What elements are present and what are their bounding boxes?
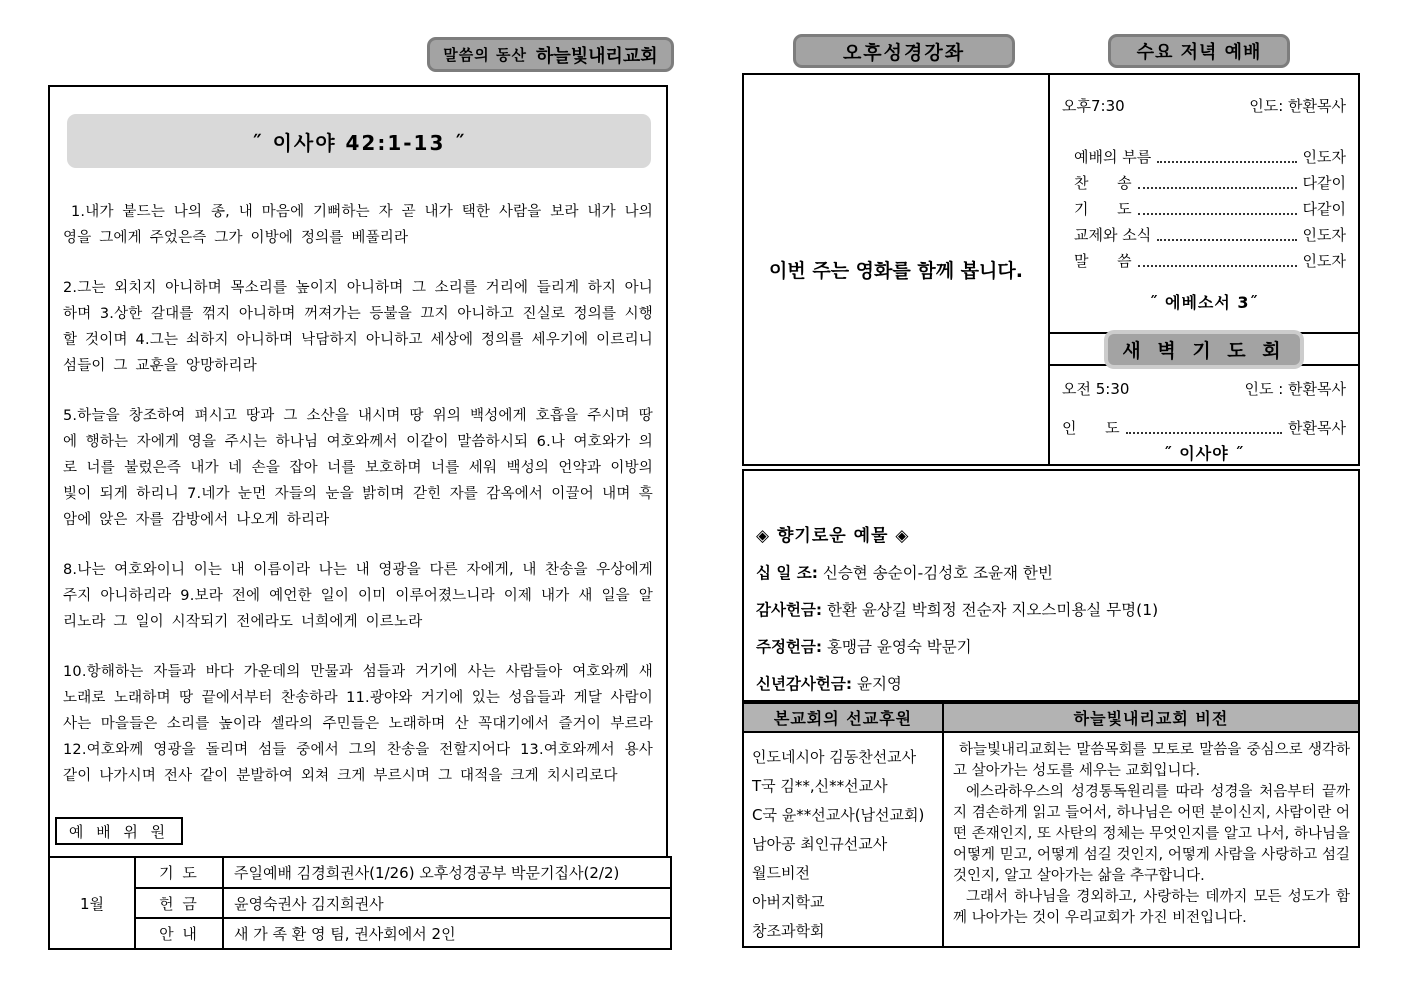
table-row [136, 889, 670, 920]
evening-time-row [1062, 95, 1346, 116]
worship-item-by: 인도자 [1302, 226, 1346, 244]
duty-value: 윤영숙권사 김지희권사 [234, 894, 384, 913]
duty-label: 안 내 [136, 919, 224, 948]
evening-leader: 인도: 한환목사 [1249, 97, 1346, 115]
table-row [136, 858, 670, 889]
worship-item-label: 찬 송 [1074, 174, 1132, 192]
duty-table [48, 856, 672, 950]
church-vision-text [944, 733, 1358, 946]
afternoon-bible-class-banner: 오후성경강좌 [793, 34, 1015, 68]
dotted-leader [1157, 161, 1296, 163]
offering-line [756, 561, 1346, 583]
list-item: T국 김**,신**선교사 [752, 777, 888, 795]
wednesday-evening-service-banner: 수요 저녁 예배 [1108, 34, 1290, 68]
list-item: C국 윤**선교사(남선교회) [752, 806, 925, 824]
vision-paragraph: 그래서 하나님을 경외하고, 사랑하는 데까지 모든 성도가 함께 나아가는 것이 우리교회가 가진 비전입니다. [953, 889, 1350, 926]
offering-value: 윤지영 [856, 675, 902, 693]
worship-item [1062, 167, 1346, 193]
worship-item [1062, 193, 1346, 219]
worship-item-by: 다같이 [1302, 174, 1346, 192]
worship-item-label: 말 씀 [1074, 252, 1132, 270]
list-item: 아버지학교 [752, 893, 825, 911]
dawn-prayer-title: 새 벽 기 도 회 [1108, 334, 1299, 365]
scripture-paragraph: 8.나는 여호와이니 이는 내 이름이라 나는 내 영광을 다른 자에게, 내 찬송을 우상에게 주지 아니하리라 9.보라 전에 예언한 일이 이미 이루어졌느니라 이제 내가 새 일을 알리노라 그 일이 시작되기 전에라도 너희에게 이르노라 [63, 562, 653, 630]
order-of-worship [1062, 141, 1346, 271]
offering-value: 신승현 송순이-김성호 조윤재 한빈 [822, 564, 1053, 582]
dawn-time: 오전 5:30 [1062, 380, 1130, 398]
worship-item-by: 다같이 [1302, 200, 1346, 218]
church-vision-header: 하늘빛내리교회 비전 [944, 704, 1358, 731]
worship-item [1062, 219, 1346, 245]
worship-item-label: 기 도 [1074, 200, 1132, 218]
offering-value: 한환 윤상길 박희정 전순자 지오스미용실 무명(1) [827, 601, 1159, 619]
evening-sermon-title: ˝ 에베소서 3˝ [1149, 293, 1259, 312]
mission-vision-body [744, 733, 1358, 946]
evening-service-order [1050, 75, 1358, 332]
scripture-text [63, 199, 653, 813]
list-item: 월드비전 [752, 864, 810, 882]
dawn-prayer-section [1050, 366, 1358, 464]
offering-line [756, 672, 1346, 694]
offering-label: 주정헌금: [756, 638, 823, 656]
table-row [136, 919, 670, 948]
dawn-lead-item [1062, 416, 1346, 438]
scripture-paragraph: 2.그는 외치지 아니하며 목소리를 높이지 아니하며 그 소리를 거리에 들리게 하지 아니하며 3.상한 갈대를 꺾지 아니하며 꺼져가는 등불을 끄지 아니하고 진실로 정의를 시행할 것이며 4.그는 쇠하지 아니하며 낙담하지 아니하고 세상에 정의를 세우기에 이르리니 섬들이 그 교훈을 앙망하리라 [63, 280, 653, 374]
mission-support-header: 본교회의 선교후원 [744, 704, 944, 731]
worship-committee-label: 예 배 위 원 [55, 817, 183, 845]
evening-time: 오후7:30 [1062, 97, 1125, 115]
service-table [742, 73, 1360, 466]
offering-label: 감사헌금: [756, 601, 823, 619]
offering-line [756, 598, 1346, 620]
duty-rows [136, 858, 670, 948]
movie-notice: 이번 주는 영화를 함께 봅니다. [744, 75, 1050, 464]
church-motto: 말씀의 동산 [443, 46, 527, 64]
worship-item-by: 인도자 [1302, 148, 1346, 166]
mission-vision-header-row [744, 704, 1358, 733]
dawn-time-row [1062, 378, 1346, 399]
scripture-page [48, 85, 668, 950]
vision-paragraph: 하늘빛내리교회는 말씀목회를 모토로 말씀을 중심으로 생각하고 살아가는 성도를 세우는 교회입니다. [953, 742, 1350, 779]
dotted-leader [1138, 187, 1297, 189]
worship-item [1062, 245, 1346, 271]
worship-item-label: 예배의 부름 [1074, 148, 1152, 166]
dotted-leader [1126, 432, 1282, 434]
dawn-lead-label: 인 도 [1062, 419, 1120, 437]
vision-paragraph: 에스라하우스의 성경통독원리를 따라 성경을 처음부터 끝까지 겸손하게 읽고 들어서, 하나님은 어떤 분이신지, 사람이란 어떤 존재인지, 또 사탄의 정체는 무엇인지를 알고 나서, 하나님을 어떻게 믿고, 어떻게 섬길 것인지, 어떻게 사람을 사랑하고 섬길 것인지, 알고 살아가는 삶을 추구합니다. [953, 784, 1350, 884]
church-banner [427, 37, 674, 72]
wednesday-service-cell [1050, 75, 1358, 464]
duty-value: 새 가 족 환 영 팀, 권사회에서 2인 [234, 925, 456, 944]
worship-item-by: 인도자 [1302, 252, 1346, 270]
offerings-heading: ◈ 향기로운 예물 ◈ [756, 526, 910, 546]
dawn-sermon-title: ˝ 이사야 ˝ [1163, 444, 1245, 463]
offerings-section [742, 469, 1360, 702]
dawn-prayer-band [1050, 332, 1358, 366]
dawn-leader: 인도 : 한환목사 [1244, 380, 1346, 398]
scripture-paragraph: 1.내가 붙드는 나의 종, 내 마음에 기뻐하는 자 곧 내가 택한 사람을 보라 내가 나의 영을 그에게 주었은즉 그가 이방에 정의를 베풀리라 [63, 204, 653, 246]
dotted-leader [1138, 213, 1297, 215]
worship-item-label: 교제와 소식 [1074, 226, 1152, 244]
mission-vision-table [742, 702, 1360, 948]
church-name: 하늘빛내리교회 [535, 45, 658, 67]
scripture-paragraph: 5.하늘을 창조하여 펴시고 땅과 그 소산을 내시며 땅 위의 백성에게 호흡을 주시며 땅에 행하는 자에게 영을 주시는 하나님 여호와께서 이같이 말씀하시되 6.나 여호와가 의로 너를 불렀은즉 내가 네 손을 잡아 너를 보호하며 너를 세워 백성의 언약과 이방의 빛이 되게 하리니 7.네가 눈먼 자들의 눈을 밝히며 갇힌 자를 감옥에서 이끌어 내며 흑암에 앉은 자를 감방에서 나오게 하리라 [63, 408, 653, 528]
offering-value: 홍맹금 윤영숙 박문기 [827, 638, 972, 656]
offering-line [756, 635, 1346, 657]
mission-support-list [744, 733, 944, 946]
duty-label: 헌 금 [136, 889, 224, 918]
duty-month: 1월 [50, 858, 136, 948]
list-item: 인도네시아 김동찬선교사 [752, 748, 917, 766]
duty-value: 주일예배 김경희권사(1/26) 오후성경공부 박문기집사(2/2) [234, 863, 620, 882]
offering-label: 신년감사헌금: [756, 675, 853, 693]
scripture-title-box: ˝ 이사야 42:1-13 ˝ [67, 114, 651, 168]
dawn-lead-by: 한환목사 [1288, 419, 1346, 437]
list-item: 창조과학회 [752, 922, 825, 940]
list-item: 남아공 최인규선교사 [752, 835, 888, 853]
scripture-paragraph: 10.항해하는 자들과 바다 가운데의 만물과 섬들과 거기에 사는 사람들아 여호와께 새 노래로 노래하며 땅 끝에서부터 찬송하라 11.광야와 거기에 있는 성읍들과 게달 사람이 사는 마을들은 소리를 높이라 셀라의 주민들은 노래하며 산 꼭대기에서 즐거이 부르라 12.여호와께 영광을 돌리며 섬들 중에서 그의 찬송을 전할지어다 13.여호와께서 용사 같이 나가시며 전사 같이 분발하여 외쳐 크게 부르시며 그 대적을 크게 치시리로다 [63, 664, 653, 784]
offering-label: 십 일 조: [756, 564, 818, 582]
dotted-leader [1138, 265, 1297, 267]
dotted-leader [1157, 239, 1296, 241]
worship-item [1062, 141, 1346, 167]
duty-label: 기 도 [136, 858, 224, 887]
